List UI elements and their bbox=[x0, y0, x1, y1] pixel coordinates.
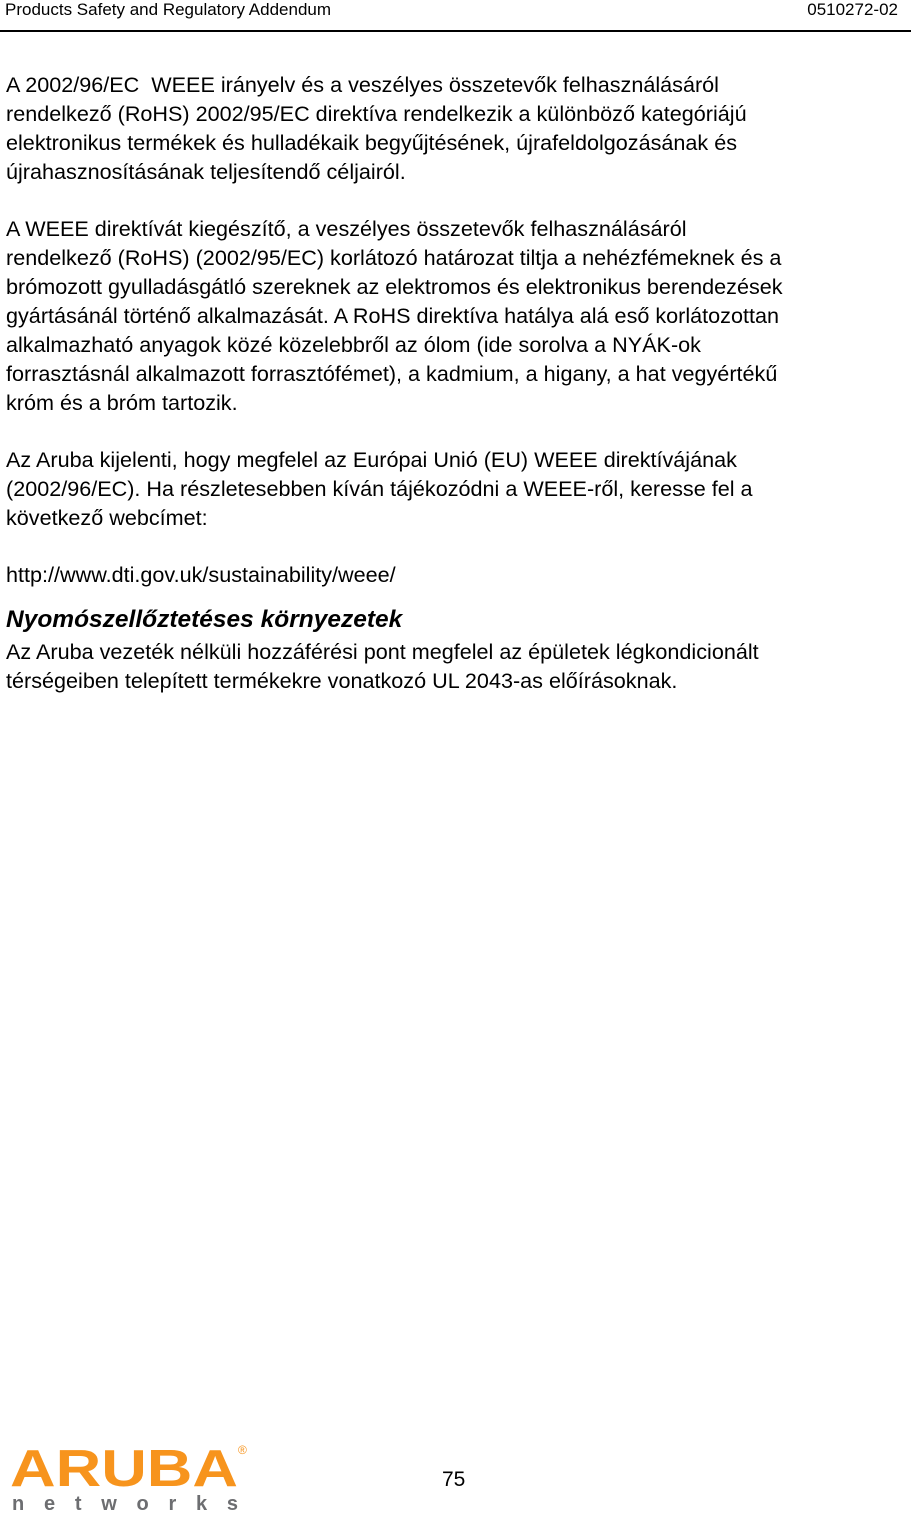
logo-wordmark: ARUBA bbox=[10, 1442, 238, 1498]
page-body bbox=[6, 70, 906, 723]
section-heading: Nyomószellőztetéses környezetek bbox=[6, 606, 403, 633]
document-title: Products Safety and Regulatory Addendum bbox=[5, 0, 332, 19]
logo-subtext: networks bbox=[12, 1493, 238, 1512]
page-header bbox=[0, 0, 911, 32]
weee-rohs-intro-paragraph: A 2002/96/EC WEEE irányelv és a veszélyes összetevők felhasználásáról rendelkező (RoHS) 2002/95/EC direktíva rendelkezik a különböző kategóriájú elektronikus termékek és hulladékaik begyűjtésének, újrafeldolgozásának és újrahasznosításának teljesítendő céljairól. bbox=[6, 72, 747, 184]
page-number: 75 bbox=[442, 1468, 466, 1491]
plenum-paragraph: Az Aruba vezeték nélküli hozzáférési pont megfelel az épületek légkondicionált térségeiben telepített termékekre vonatkozó UL 2043-as előírásoknak. bbox=[6, 639, 759, 693]
weee-url: http://www.dti.gov.uk/sustainability/weee/ bbox=[6, 562, 396, 587]
document-number: 0510272-02 bbox=[807, 0, 898, 19]
logo-registered-mark: ® bbox=[238, 1443, 247, 1457]
rohs-restriction-paragraph: A WEEE direktívát kiegészítő, a veszélyes összetevők felhasználásáról rendelkező (RoHS) (2002/95/EC) korlátozó határozat tiltja a nehézfémeknek és a brómozott gyulladásgátló szereknek az elektromos és elektronikus berendezések gyártásánál történő alkalmazását. A RoHS direktíva hatálya alá eső korlátozottan alkalmazható anyagok közé közelebbről az ólom (ide sorolva a NYÁK-ok forrasztásnál alkalmazott forrasztófémet), a kadmium, a higany, a hat vegyértékű króm és a bróm tartozik. bbox=[6, 216, 783, 415]
aruba-networks-logo bbox=[6, 1442, 250, 1512]
aruba-compliance-paragraph: Az Aruba kijelenti, hogy megfelel az Európai Unió (EU) WEEE direktívájának (2002/96/EC). Ha részletesebben kíván tájékozódni a WEEE-ről, keresse fel a következő webcímet: bbox=[6, 447, 753, 530]
